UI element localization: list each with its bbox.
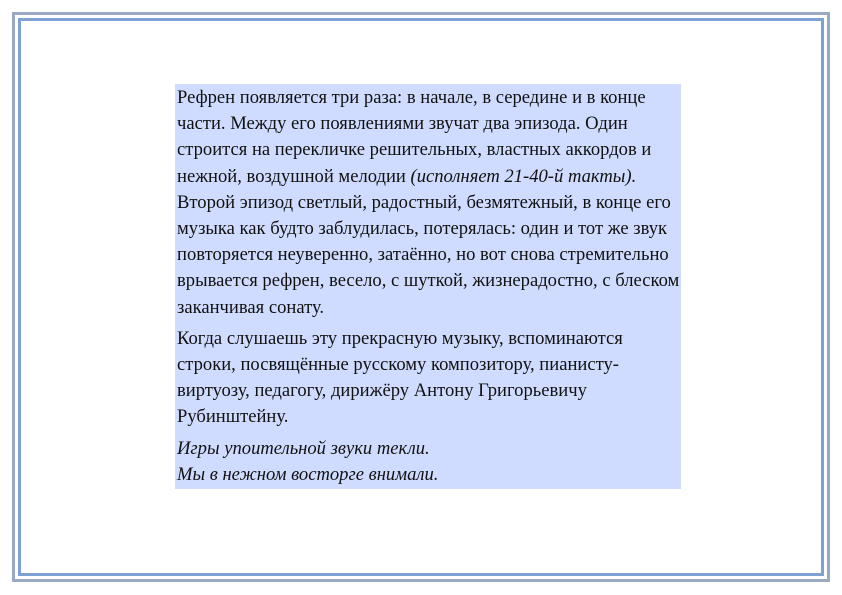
paragraph-refrain-text-before: Рефрен появляется три раза: в начале, в середине и в конце части. Между его появлениями звучат два эпизода. Один строится на перекличке решительных, властных аккордов и нежной, воздушной мелодии bbox=[177, 87, 652, 187]
poem-line-2: Мы в нежном восторге внимали. bbox=[177, 463, 439, 485]
paragraph-refrain-text-after: Второй эпизод светлый, радостный, безмятежный, в конце его музыка как будто заблудилась, потерялась: один и тот же звук повторяется неуверенно, затаённо, но вот снова стремительно врывается рефрен, весело, с шуткой, жизнерадостно, с блеском заканчивая сонату. bbox=[177, 191, 680, 318]
paragraph-refrain-italic-note: (исполняет 21-40-й такты). bbox=[410, 165, 637, 187]
poem-quote bbox=[177, 436, 681, 488]
paragraph-rubinstein: Когда слушаешь эту прекрасную музыку, вспоминаются строки, посвящённые русскому композитору, пианисту-виртуозу, педагогу, дирижёру Антону Григорьевичу Рубинштейну. bbox=[177, 327, 623, 428]
text-box bbox=[175, 84, 681, 489]
poem-line-1: Игры упоительной звуки текли. bbox=[177, 437, 430, 459]
paragraph-refrain bbox=[177, 85, 681, 321]
